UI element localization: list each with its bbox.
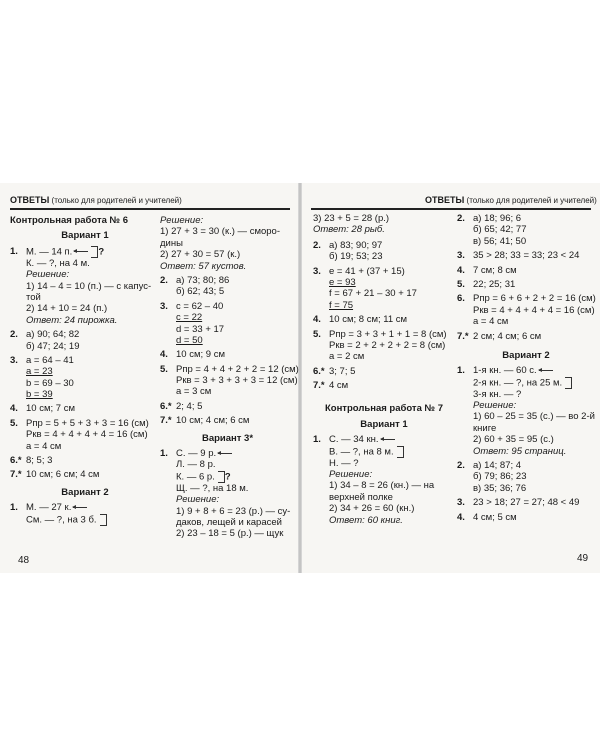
answer-line: даков, лещей и карасей xyxy=(176,516,282,528)
answer-line: а = 64 – 41 xyxy=(26,354,74,366)
left-page-header xyxy=(10,195,182,206)
item-number: 5. xyxy=(313,328,321,340)
answer-line: 3-я кн. — ? xyxy=(473,388,522,400)
left-page xyxy=(0,183,299,573)
answer-line: b = 69 – 30 xyxy=(26,377,74,389)
answer-line: той xyxy=(26,291,41,303)
answer-line: 1) 60 – 25 = 35 (с.) — во 2-й xyxy=(473,411,595,423)
answer-line: дины xyxy=(160,237,183,249)
right-column-2 xyxy=(457,213,595,526)
answer-item xyxy=(457,365,595,457)
item-number: 4. xyxy=(457,511,465,523)
answer-line: в) 35; 36; 76 xyxy=(473,482,527,494)
answer-line: е = 93 xyxy=(329,276,356,288)
answer-line: М. — 27 к. xyxy=(26,502,72,514)
answer-line: 10 см; 4 см; 6 см xyxy=(176,415,250,427)
right-page-header xyxy=(425,195,597,206)
item-number: 7.* xyxy=(457,330,469,342)
item-number: 1. xyxy=(10,502,18,514)
answer-item xyxy=(313,434,455,526)
book-spread xyxy=(0,183,600,573)
answer-line: а) 14; 87; 4 xyxy=(473,460,522,472)
answer-line: Pпр = 4 + 4 + 2 + 2 = 12 (см) xyxy=(176,363,299,375)
answer-item xyxy=(10,469,160,480)
item-number: 7.* xyxy=(160,415,172,427)
answer-line: 23 > 18; 27 = 27; 48 < 49 xyxy=(473,497,580,509)
solution-label: Решение: xyxy=(160,215,204,226)
answer-line: 10 см; 7 см xyxy=(26,403,75,415)
answer-line: 3) 23 + 5 = 28 (р.) xyxy=(313,213,390,224)
answer-item xyxy=(160,363,299,398)
item-number: 7.* xyxy=(313,380,325,392)
page-number: 48 xyxy=(18,555,30,566)
answer-line: 2) 34 + 26 = 60 (кн.) xyxy=(329,503,415,515)
variant-title: Вариант 1 xyxy=(61,230,109,242)
item-number: 4. xyxy=(457,264,465,276)
answer-item xyxy=(160,448,295,540)
answer-item xyxy=(313,240,455,263)
answer-item xyxy=(457,213,595,247)
answer-item xyxy=(457,293,595,327)
answer-line: С. — 9 р. xyxy=(176,448,217,460)
answer-result: Ответ: 24 пирожка. xyxy=(26,314,118,326)
answer-line: Pкв = 4 + 4 + 4 + 4 = 16 (см) xyxy=(26,429,148,441)
answer-line: 2; 4; 5 xyxy=(176,400,203,412)
answer-item xyxy=(10,502,160,525)
answer-item xyxy=(10,329,160,352)
bracket-icon xyxy=(565,377,572,389)
answer-line: а = 2 см xyxy=(329,351,365,363)
arrow-icon xyxy=(381,439,395,440)
answer-line: а) 90; 64; 82 xyxy=(26,329,80,341)
answer-line: 1) 34 – 8 = 26 (кн.) — на xyxy=(329,480,435,492)
answer-line: 2) 23 – 18 = 5 (р.) — щук xyxy=(176,528,284,540)
answer-line: 2 см; 4 см; 6 см xyxy=(473,330,542,342)
left-column-2 xyxy=(160,215,299,543)
answer-item xyxy=(457,250,595,261)
answer-line: Щ. — ?, на 18 м. xyxy=(176,482,249,494)
item-number: 1. xyxy=(457,365,465,377)
answer-item xyxy=(10,418,160,452)
answer-line: d = 33 + 17 xyxy=(176,323,225,335)
answer-line: а = 3 см xyxy=(176,386,212,398)
answer-item xyxy=(313,366,455,377)
answer-item xyxy=(10,355,160,401)
item-number: 6.* xyxy=(160,400,172,412)
answer-line: в) 56; 41; 50 xyxy=(473,235,527,247)
page-number: 49 xyxy=(577,553,589,564)
answer-line: 7 см; 8 см xyxy=(473,264,517,276)
item-number: 6. xyxy=(457,293,465,305)
answer-item xyxy=(160,301,295,347)
right-column-1 xyxy=(313,213,455,529)
bracket-icon xyxy=(100,514,107,526)
answer-line: f = 67 + 21 – 30 + 17 xyxy=(329,288,417,300)
answer-line: К. — ?, на 4 м. xyxy=(26,257,90,269)
answer-item xyxy=(457,512,595,523)
answer-line: d = 50 xyxy=(176,334,203,346)
item-number: 3. xyxy=(457,497,465,509)
variant-title: Вариант 2 xyxy=(502,349,550,361)
answer-result: Ответ: 60 книг. xyxy=(329,514,403,526)
answer-line: В. — ?, на 8 м. xyxy=(329,446,394,458)
answer-line: а) 83; 90; 97 xyxy=(329,239,383,251)
answer-line: 10 см; 8 см; 11 см xyxy=(329,314,408,326)
answer-line: е = 41 + (37 + 15) xyxy=(329,265,405,277)
answer-item xyxy=(457,460,595,494)
item-number: 4. xyxy=(313,314,321,326)
header-title: ОТВЕТЫ xyxy=(425,195,465,205)
item-number: 3. xyxy=(457,250,465,262)
answer-item xyxy=(313,329,455,363)
answer-line: а = 4 см xyxy=(473,316,509,328)
answer-line: Н. — ? xyxy=(329,457,359,469)
answer-item xyxy=(457,497,595,508)
answer-result: Ответ: 57 кустов. xyxy=(160,260,247,272)
solution-label: Решение: xyxy=(26,269,70,281)
item-number: 2. xyxy=(160,274,168,286)
item-number: 1. xyxy=(160,448,168,460)
item-number: 5. xyxy=(10,417,18,429)
variant-title: Вариант 2 xyxy=(61,486,109,498)
solution-label: Решение: xyxy=(176,494,220,506)
answer-line: Pпр = 6 + 6 + 2 + 2 = 16 (см) xyxy=(473,293,596,305)
question-mark: ? xyxy=(224,471,231,483)
answer-item xyxy=(313,314,455,325)
answer-item xyxy=(10,246,160,326)
answer-line: б) 62; 43; 5 xyxy=(176,286,225,298)
answer-line: М. — 14 п. xyxy=(26,246,73,258)
answer-item xyxy=(160,415,295,426)
item-number: 3. xyxy=(313,265,321,277)
answer-line: 2-я кн. — ?, на 25 м. xyxy=(473,377,563,389)
answer-result: Ответ: 95 страниц. xyxy=(473,445,567,457)
answer-line: К. — 6 р. xyxy=(176,471,215,483)
item-number: 2. xyxy=(313,239,321,251)
answer-result: Ответ: 28 рыб. xyxy=(313,224,385,236)
question-mark: ? xyxy=(98,246,105,258)
answer-line: 2) 27 + 30 = 57 (к.) xyxy=(160,249,241,261)
item-number: 3. xyxy=(10,354,18,366)
header-rule xyxy=(311,208,591,210)
answer-line: С. — 34 кн. xyxy=(329,434,379,446)
item-number: 2. xyxy=(10,329,18,341)
item-number: 5. xyxy=(457,278,465,290)
answer-line: 4 см xyxy=(329,380,349,392)
section-title: Контрольная работа № 6 xyxy=(10,215,129,226)
variant-title: Вариант 1 xyxy=(360,418,408,430)
item-number: 3. xyxy=(160,300,168,312)
answer-line: 1) 9 + 8 + 6 = 23 (р.) — су- xyxy=(176,505,291,517)
item-number: 5. xyxy=(160,363,168,375)
answer-line: б) 79; 86; 23 xyxy=(473,471,527,483)
solution-label: Решение: xyxy=(473,400,517,412)
answer-line: а) 73; 80; 86 xyxy=(176,274,230,286)
section-title: Контрольная работа № 7 xyxy=(324,403,444,415)
answer-line: б) 19; 53; 23 xyxy=(329,251,383,263)
answer-line: верхней полке xyxy=(329,491,393,503)
answer-item xyxy=(457,331,595,342)
item-number: 2. xyxy=(457,213,465,224)
answer-item xyxy=(10,455,160,466)
answer-line: Pкв = 4 + 4 + 4 + 4 = 16 (см) xyxy=(473,304,595,316)
header-note: (только для родителей и учителей) xyxy=(466,196,597,205)
answer-line: 4 см; 5 см xyxy=(473,511,517,523)
answer-item xyxy=(457,265,595,276)
answer-item xyxy=(10,403,160,414)
item-number: 6.* xyxy=(10,455,22,467)
arrow-icon xyxy=(74,251,88,252)
answer-line: б) 65; 42; 77 xyxy=(473,224,527,236)
answer-line: См. — ?, на 3 б. xyxy=(26,514,97,526)
item-number: 6.* xyxy=(313,365,325,377)
answer-item xyxy=(160,349,295,360)
answer-line: 2) 60 + 35 = 95 (с.) xyxy=(473,434,554,446)
answer-line: Pпр = 5 + 5 + 3 + 3 = 16 (см) xyxy=(26,417,149,429)
right-page xyxy=(301,183,600,573)
item-number: 7.* xyxy=(10,469,22,481)
answer-line: Pкв = 3 + 3 + 3 + 3 = 12 (см) xyxy=(176,375,298,387)
answer-line: с = 22 xyxy=(176,312,203,324)
variant-title: Вариант 3* xyxy=(201,432,254,444)
header-note: (только для родителей и учителей) xyxy=(51,196,182,205)
arrow-icon xyxy=(73,507,87,508)
item-number: 4. xyxy=(160,349,168,361)
left-column-1 xyxy=(10,213,160,529)
answer-line: 2) 14 + 10 = 24 (п.) xyxy=(26,303,108,315)
solution-label: Решение: xyxy=(329,469,373,481)
answer-line: книге xyxy=(473,422,497,434)
answer-line: 35 > 28; 33 = 33; 23 < 24 xyxy=(473,250,580,262)
answer-item xyxy=(160,275,295,298)
answer-line: 22; 25; 31 xyxy=(473,278,516,290)
answer-item xyxy=(457,279,595,290)
bracket-icon xyxy=(397,446,404,458)
answer-line: 1) 27 + 3 = 30 (к.) — сморо- xyxy=(160,226,280,238)
answer-line: 8; 5; 3 xyxy=(26,455,53,467)
answer-line: а = 4 см xyxy=(26,440,62,452)
answer-line: Л. — 8 р. xyxy=(176,459,216,471)
answer-line: с = 62 – 40 xyxy=(176,300,224,312)
item-number: 1. xyxy=(313,434,321,446)
answer-line: f = 75 xyxy=(329,299,354,311)
answer-line: 1-я кн. — 60 с. xyxy=(473,365,537,377)
answer-line: 3; 7; 5 xyxy=(329,365,356,377)
header-rule xyxy=(10,208,290,210)
arrow-icon xyxy=(539,370,553,371)
bracket-icon xyxy=(218,471,225,483)
answer-line: 1) 14 – 4 = 10 (п.) — с капус- xyxy=(26,280,152,292)
answer-line: Pкв = 2 + 2 + 2 + 2 = 8 (см) xyxy=(329,339,446,351)
answer-line: 10 см; 6 см; 4 см xyxy=(26,469,100,481)
item-number: 1. xyxy=(10,245,18,257)
answer-line: а = 23 xyxy=(26,366,53,378)
answer-line: b = 39 xyxy=(26,389,53,401)
item-number: 4. xyxy=(10,403,18,415)
answer-line: а) 18; 96; 6 xyxy=(473,213,522,224)
answer-line: 10 см; 9 см xyxy=(176,349,225,361)
answer-item xyxy=(160,401,295,412)
answer-item xyxy=(313,380,455,391)
header-title: ОТВЕТЫ xyxy=(10,195,50,205)
answer-line: б) 47; 24; 19 xyxy=(26,340,80,352)
answer-item xyxy=(313,266,455,312)
item-number: 2. xyxy=(457,460,465,472)
answer-line: Pпр = 3 + 3 + 1 + 1 = 8 (см) xyxy=(329,328,447,340)
arrow-icon xyxy=(218,453,232,454)
